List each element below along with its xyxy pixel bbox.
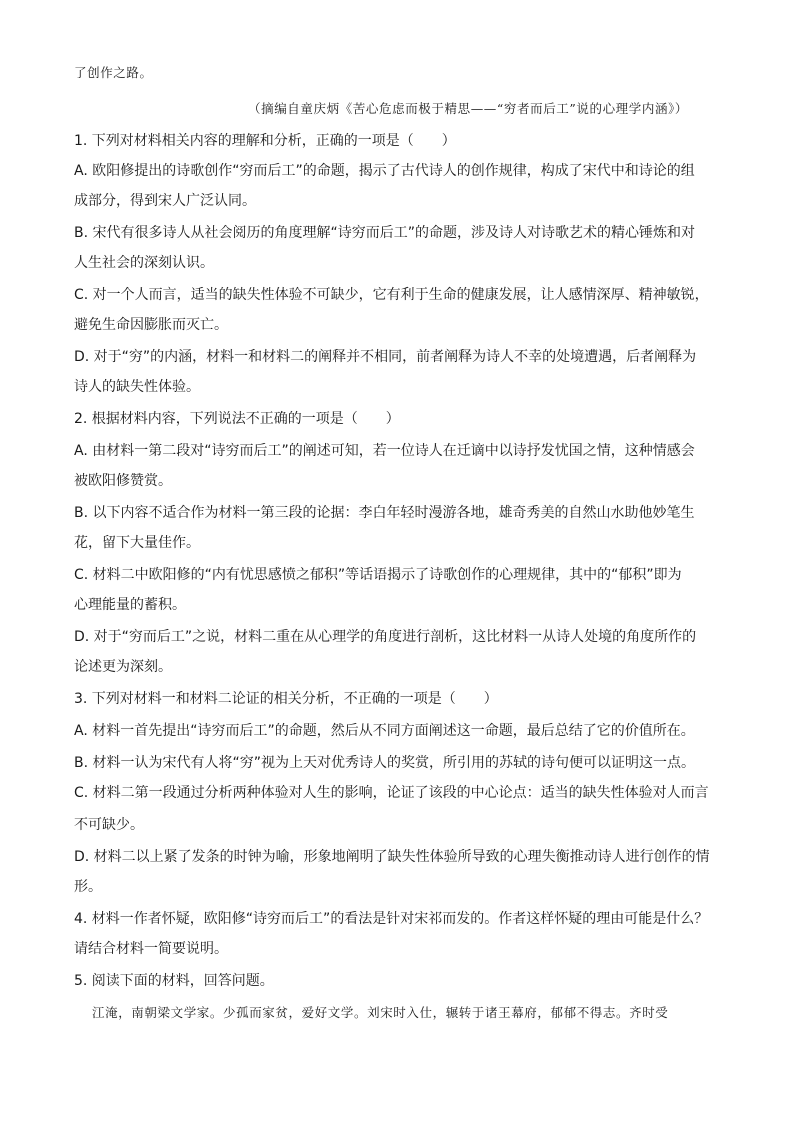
question-1-stem: 1. 下列对材料相关内容的理解和分析，正确的一项是（ ） [74,133,456,149]
question-3-option-a: A. 材料一首先提出“诗穷而后工”的命题，然后从不同方面阐述这一命题，最后总结了它的价值所在。 [74,723,695,739]
question-3-option-c: C. 材料二第一段通过分析两种体验对人生的影响，论证了该段的中心论点：适当的缺失性体验对人而言 [74,785,709,801]
question-2-option-d: D. 对于“穷而后工”之说，材料二重在从心理学的角度进行剖析，这比材料一从诗人处境的角度所作的 [74,629,697,645]
question-1-option-c: C. 对一个人而言，适当的缺失性体验不可缺少，它有利于生命的健康发展，让人感情深厚、精神敏锐， [74,287,709,303]
question-1-option-a-cont: 成部分，得到宋人广泛认同。 [74,193,256,209]
question-2-option-d-cont: 论述更为深刻。 [74,659,172,675]
question-2-option-c-cont: 心理能量的蓄积。 [74,597,186,613]
question-2-stem: 2. 根据材料内容，下列说法不正确的一项是（ ） [74,411,400,427]
reading-material-paragraph: 江淹，南朝梁文学家。少孤而家贫，爱好文学。刘宋时入仕，辗转于诸王幕府，郁郁不得志。齐时受 [92,1005,669,1020]
question-3-option-d: D. 材料二以上紧了发条的时钟为喻，形象地阐明了缺失性体验所导致的心理失衡推动诗人进行创作的情 [74,849,710,865]
text-line-continuation: 了创作之路。 [74,65,153,80]
question-1-option-b-cont: 人生社会的深刻认识。 [74,255,214,271]
question-3-option-d-cont: 形。 [74,879,102,895]
question-2-option-b-cont: 花，留下大量佳作。 [74,535,200,551]
question-3-option-b: B. 材料一认为宋代有人将“穷”视为上天对优秀诗人的奖赏，所引用的苏轼的诗句便可以证明这一点。 [74,755,696,771]
question-3-option-c-cont: 不可缺少。 [74,817,144,833]
question-1-option-d: D. 对于“穷”的内涵，材料一和材料二的阐释并不相同，前者阐释为诗人不幸的处境遭遇，后者阐释为 [74,349,697,365]
question-2-option-a-cont: 被欧阳修赞赏。 [74,473,172,489]
question-2-option-a: A. 由材料一第二段对“诗穷而后工”的阐述可知，若一位诗人在迁谪中以诗抒发忧国之情，这种情感会 [74,443,695,459]
question-1-option-b: B. 宋代有很多诗人从社会阅历的角度理解“诗穷而后工”的命题，涉及诗人对诗歌艺术的精心锤炼和对 [74,225,696,241]
question-1-option-d-cont: 诗人的缺失性体验。 [74,379,200,395]
question-4-stem-cont: 请结合材料一简要说明。 [74,941,228,957]
question-5-stem: 5. 阅读下面的材料，回答问题。 [74,973,274,989]
question-3-stem: 3. 下列对材料一和材料二论证的相关分析，不正确的一项是（ ） [74,691,498,707]
question-2-option-b: B. 以下内容不适合作为材料一第三段的论据：李白年轻时漫游各地，雄奇秀美的自然山水助他妙笔生 [74,505,695,521]
question-4-stem: 4. 材料一作者怀疑，欧阳修“诗穷而后工”的看法是针对宋祁而发的。作者这样怀疑的理由可能是什么？ [74,911,709,927]
question-1-option-a: A. 欧阳修提出的诗歌创作“穷而后工”的命题，揭示了古代诗人的创作规律，构成了宋代中和诗论的组 [74,163,695,179]
question-2-option-c: C. 材料二中欧阳修的“内有忧思感愤之郁积”等话语揭示了诗歌创作的心理规律，其中的“郁积”即为 [74,567,682,583]
source-citation: （摘编自童庆炳《苦心危虑而极于精思——“穷者而后工”说的心理学内涵》） [248,101,689,116]
question-1-option-c-cont: 避免生命因膨胀而灭亡。 [74,317,228,333]
